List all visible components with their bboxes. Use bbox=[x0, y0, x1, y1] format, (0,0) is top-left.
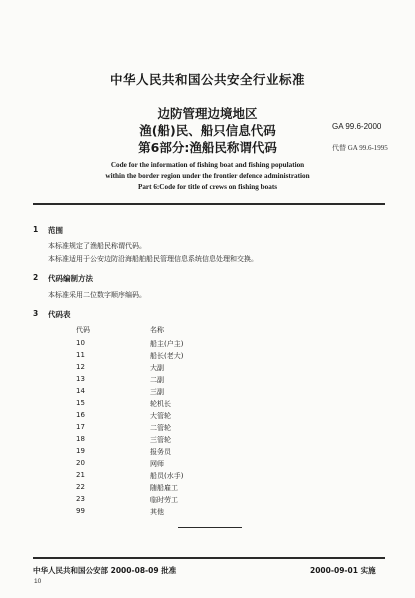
table-row-code: 23 bbox=[76, 495, 85, 503]
section-1-para-2: 本标准适用于公安边防沿海船舶船民管理信息系统信息处理和交换。 bbox=[48, 255, 258, 263]
table-row-code: 15 bbox=[76, 399, 85, 407]
section-3-number: 3 bbox=[33, 309, 39, 318]
section-2-title: 代码编制方法 bbox=[48, 274, 93, 283]
section-1-number: 1 bbox=[33, 225, 39, 234]
table-row-name: 二管轮 bbox=[150, 424, 171, 432]
title-line-2: 渔(船)民、船只信息代码 bbox=[139, 123, 276, 138]
approval-statement: 中华人民共和国公安部 2000-08-09 批准 bbox=[33, 566, 177, 575]
table-row-name: 随船雇工 bbox=[150, 484, 178, 492]
table-row-name: 其他 bbox=[150, 508, 164, 516]
table-row-name: 临时劳工 bbox=[150, 496, 178, 504]
standard-number: GA 99.6-2000 bbox=[332, 122, 382, 131]
table-row-name: 船主(户主) bbox=[150, 340, 184, 348]
table-header-name: 名称 bbox=[150, 326, 164, 334]
end-of-text-rule bbox=[178, 527, 242, 528]
section-2-para-1: 本标准采用二位数字顺序编码。 bbox=[48, 291, 146, 299]
table-header-code: 代码 bbox=[76, 326, 90, 334]
english-title-line-3: Part 6:Code for title of crews on fishing boats bbox=[137, 183, 278, 191]
issuing-organization: 中华人民共和国公共安全行业标准 bbox=[109, 72, 305, 87]
table-row-code: 17 bbox=[76, 423, 85, 431]
table-row-code: 10 bbox=[76, 339, 85, 347]
table-row-code: 21 bbox=[76, 471, 85, 479]
english-title-line-1: Code for the information of fishing boat and fishing population bbox=[110, 161, 305, 169]
table-row-code: 13 bbox=[76, 375, 85, 383]
table-row-code: 99 bbox=[76, 507, 85, 515]
section-1-title: 范围 bbox=[48, 226, 63, 235]
replaces-standard: 代替 GA 99.6-1995 bbox=[332, 144, 388, 152]
english-title-line-2: within the border region under the frontier defence administration bbox=[105, 172, 310, 180]
table-row-name: 大副 bbox=[150, 364, 164, 372]
table-row-name: 轮机长 bbox=[150, 400, 171, 408]
table-row-name: 大管轮 bbox=[150, 412, 171, 420]
table-row-name: 三管轮 bbox=[150, 436, 171, 444]
title-line-3: 第6部分:渔船民称谓代码 bbox=[138, 140, 277, 155]
table-row-code: 14 bbox=[76, 387, 85, 395]
title-line-1: 边防管理边境地区 bbox=[157, 106, 258, 121]
table-row-code: 22 bbox=[76, 483, 85, 491]
table-row-code: 11 bbox=[76, 351, 85, 359]
table-row-code: 12 bbox=[76, 363, 85, 371]
table-row-name: 船长(老大) bbox=[150, 352, 184, 360]
table-row-name: 二副 bbox=[150, 376, 164, 384]
section-1-para-1: 本标准规定了渔船民称谓代码。 bbox=[48, 242, 146, 250]
page-number: 10 bbox=[34, 578, 42, 585]
table-row-name: 报务员 bbox=[150, 448, 171, 456]
table-row-code: 20 bbox=[76, 459, 85, 467]
footer-divider bbox=[33, 557, 385, 559]
table-row-code: 16 bbox=[76, 411, 85, 419]
section-3-title: 代码表 bbox=[48, 310, 71, 319]
table-row-name: 网师 bbox=[150, 460, 164, 468]
table-row-code: 19 bbox=[76, 447, 85, 455]
table-row-code: 18 bbox=[76, 435, 85, 443]
table-row-name: 船员(水手) bbox=[150, 472, 184, 480]
section-2-number: 2 bbox=[33, 273, 39, 282]
header-divider bbox=[33, 203, 385, 205]
implementation-date: 2000-09-01 实施 bbox=[310, 566, 376, 575]
table-row-name: 三副 bbox=[150, 388, 164, 396]
